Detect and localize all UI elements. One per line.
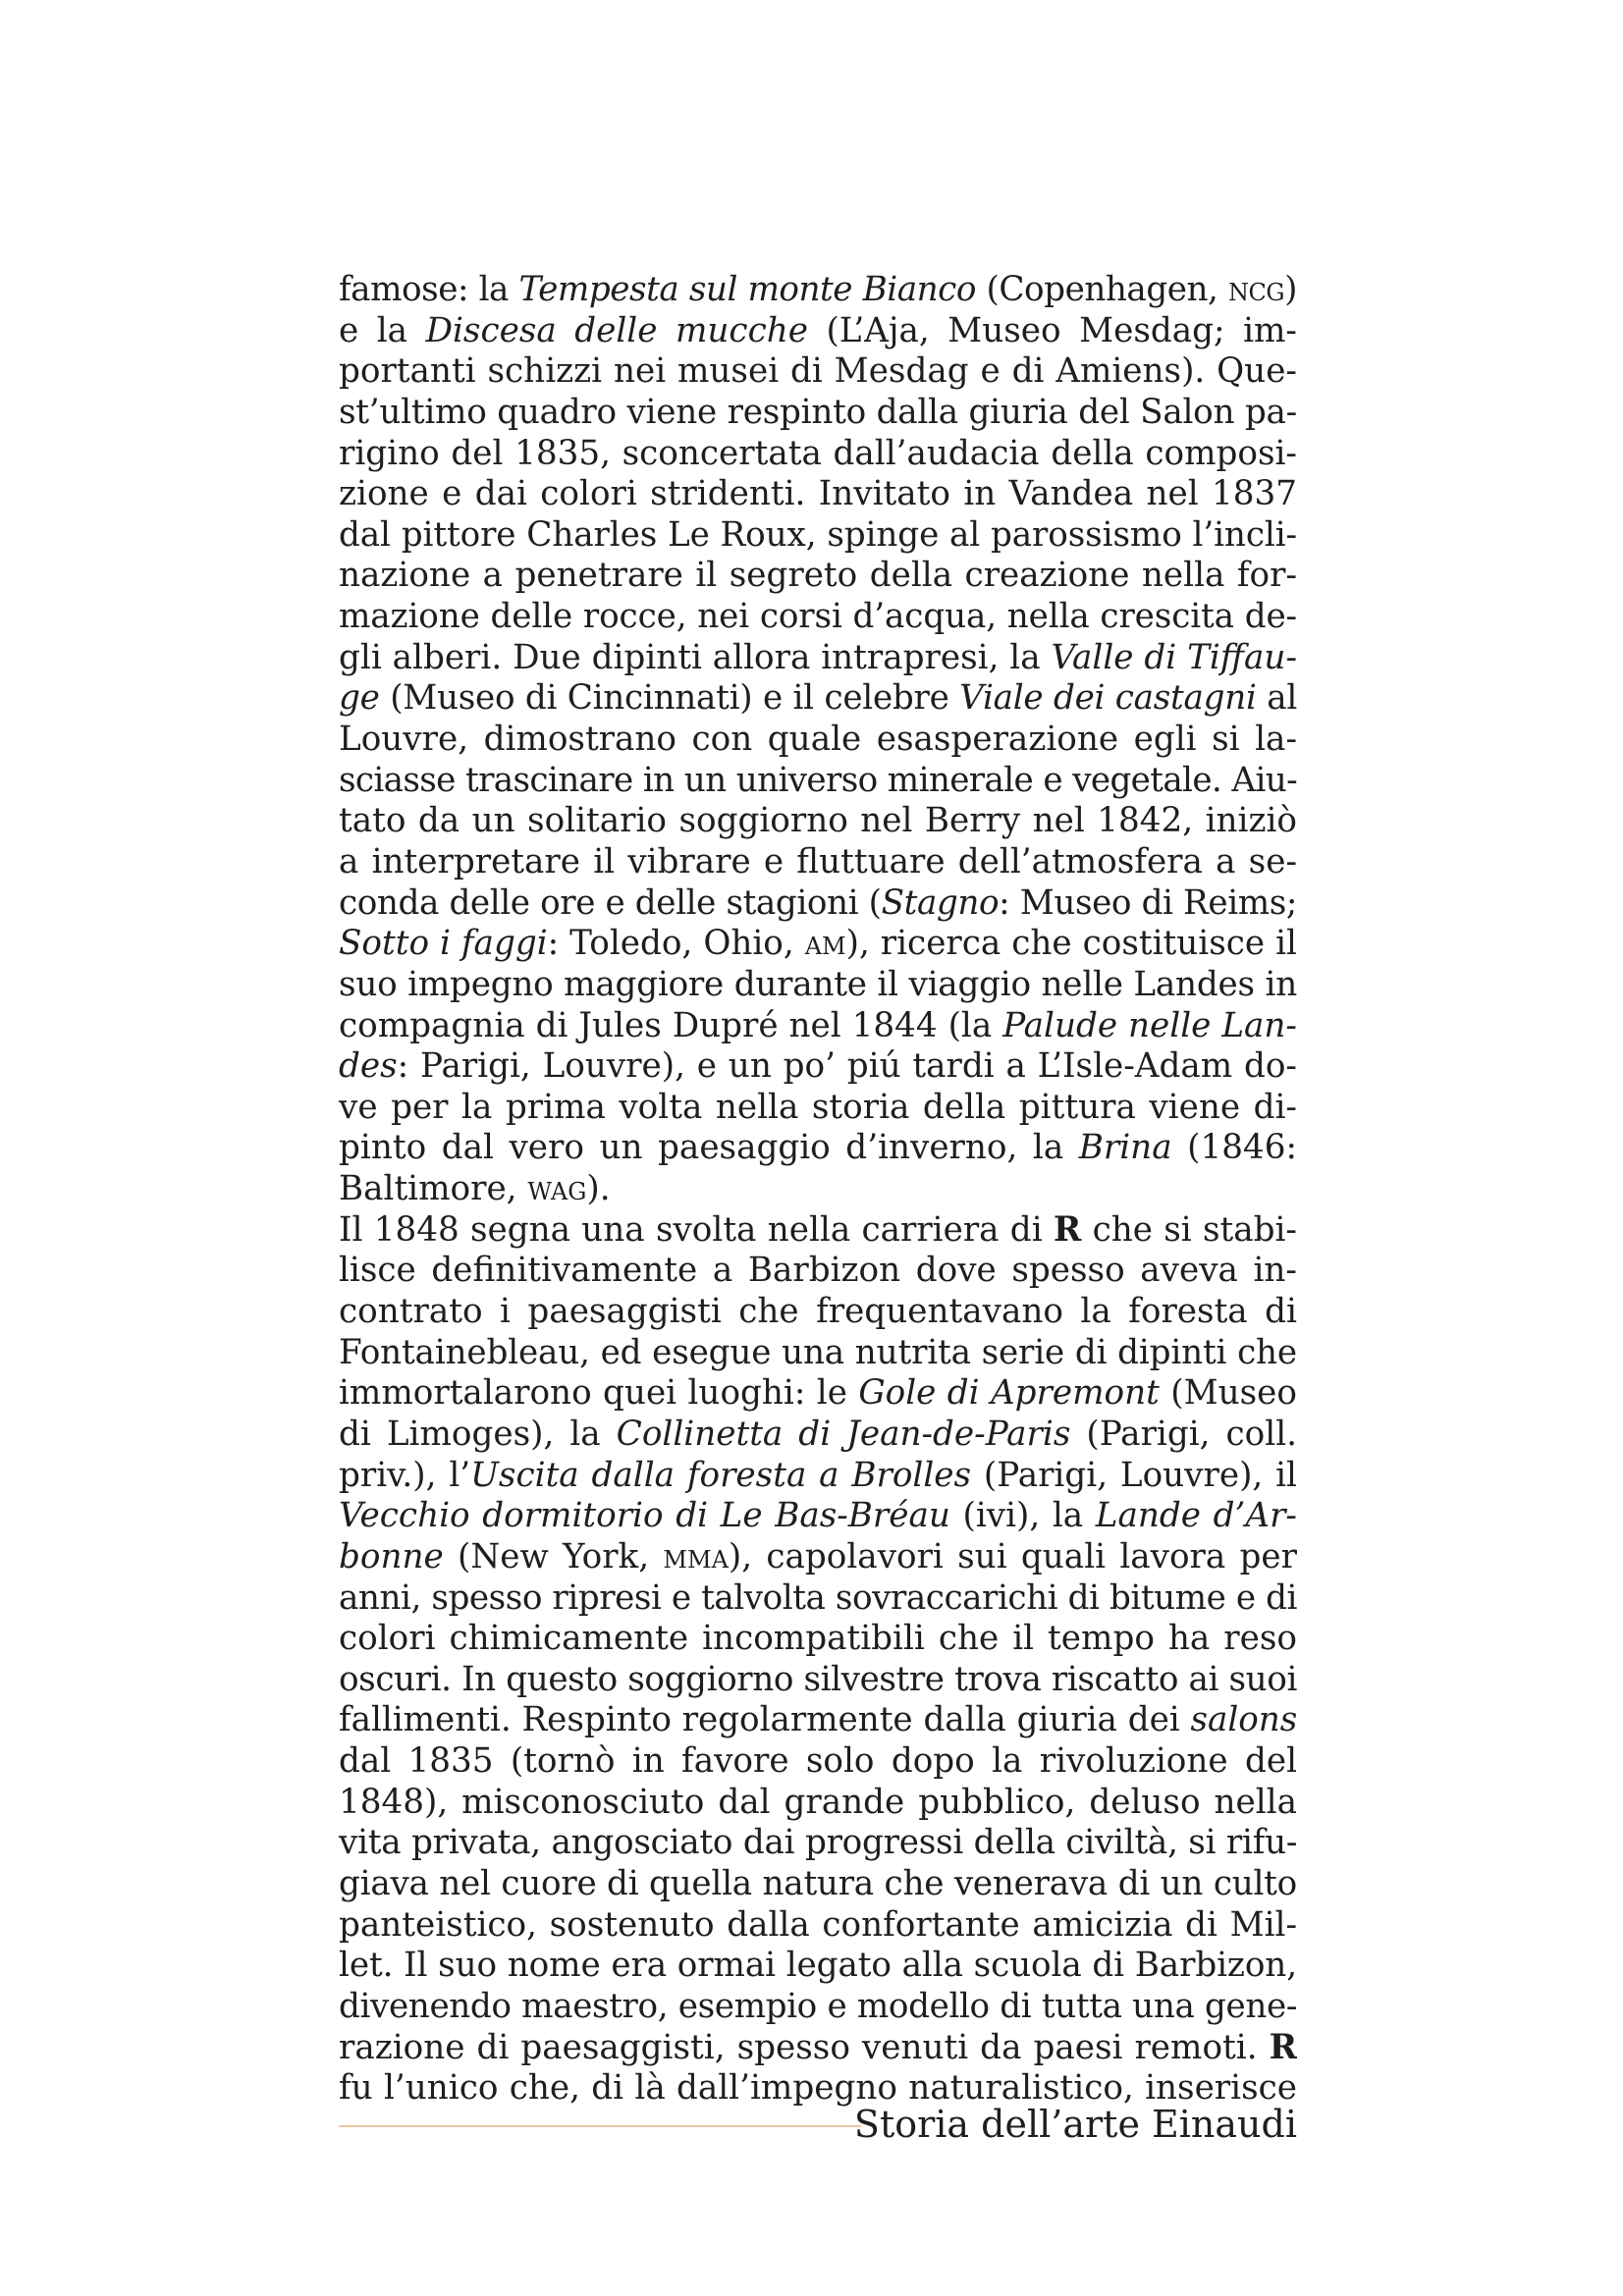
text-run: Fontainebleau, ed esegue una nutrita serie di dipinti che (339, 1332, 1297, 1372)
text-run: Collinetta di Jean-de-Paris (616, 1414, 1071, 1454)
text-line (339, 1210, 1297, 1252)
text-run: pinto dal vero un paesaggio d’inverno, la (339, 1128, 1079, 1168)
text-run: Brina (1078, 1128, 1172, 1168)
text-line (339, 1456, 1297, 1497)
text-run: bonne (339, 1536, 444, 1576)
text-run: anni, spesso ripresi e talvolta sovraccarichi di bitume e di (339, 1577, 1297, 1618)
text-line (339, 720, 1297, 761)
text-run: ncg (1228, 270, 1285, 309)
text-line (339, 393, 1297, 434)
text-run: mma (663, 1536, 729, 1576)
text-line (339, 638, 1297, 679)
text-run: (Parigi, Louvre), il (971, 1455, 1297, 1495)
text-run: fallimenti. Respinto regolarmente dalla giuria dei (339, 1700, 1191, 1740)
text-line (339, 1864, 1297, 1905)
text-line (339, 434, 1297, 475)
text-run: tato da un solitario soggiorno nel Berry nel 1842, iniziò (339, 801, 1297, 841)
text-line (339, 1823, 1297, 1864)
text-line (339, 1619, 1297, 1660)
text-run: ), ricerca che costituisce il (845, 924, 1297, 964)
text-line (339, 2028, 1297, 2069)
text-line (339, 1006, 1297, 1047)
text-line (339, 351, 1297, 393)
text-line (339, 515, 1297, 557)
text-line (339, 1169, 1297, 1210)
text-run: (ivi), la (949, 1496, 1096, 1536)
text-run: des (339, 1046, 398, 1087)
text-line (339, 1741, 1297, 1783)
text-run: ), capolavori sui quali lavora per (728, 1536, 1297, 1576)
text-run: ). (586, 1169, 611, 1209)
text-line (339, 801, 1297, 842)
text-run: ve per la prima volta nella storia della pittura viene di- (339, 1087, 1297, 1127)
text-run: contrato i paesaggisti che frequentavano la foresta di (339, 1292, 1297, 1332)
text-run: panteistico, sostenuto dalla confortante amicizia di Mil- (339, 1904, 1297, 1945)
text-run: dal pittore Charles Le Roux, spinge al parossismo l’incli- (339, 514, 1297, 555)
text-run: nazione a penetrare il segreto della creazione nella for- (339, 556, 1297, 596)
text-run: razione di paesaggisti, spesso venuti da paesi remoti. (339, 2027, 1270, 2067)
text-line (339, 1700, 1297, 1741)
text-run: 1848), misconosciuto dal grande pubblico, deluso nella (339, 1782, 1297, 1822)
text-run: ) (1284, 270, 1297, 309)
text-run: gli alberi. Due dipinti allora intrapresi, la (339, 637, 1052, 677)
text-line (339, 924, 1297, 965)
text-run: suo impegno maggiore durante il viaggio nelle Landes in (339, 964, 1297, 1004)
text-run: lisce definitivamente a Barbizon dove spesso aveva in- (339, 1251, 1297, 1291)
text-line (339, 556, 1297, 597)
text-line (339, 597, 1297, 638)
text-run: zione e dai colori stridenti. Invitato in Vandea nel 1837 (339, 474, 1297, 514)
text-line (339, 761, 1297, 802)
text-line (339, 1987, 1297, 2028)
text-run: rigino del 1835, sconcertata dall’audacia della composi- (339, 433, 1297, 473)
text-line (339, 1128, 1297, 1169)
text-line (339, 1905, 1297, 1947)
text-run: priv.), l’ (339, 1455, 471, 1495)
text-run: Uscita dalla foresta a Brolles (470, 1455, 972, 1495)
text-line (339, 311, 1297, 352)
text-line (339, 678, 1297, 720)
text-run: : Toledo, Ohio, (547, 924, 805, 964)
text-run: compagnia di Jules Dupré nel 1844 (la (339, 1005, 1003, 1045)
text-run: (L’Aja, Museo Mesdag; im- (807, 310, 1297, 350)
text-run: divenendo maestro, esempio e modello di tutta una gene- (339, 1986, 1297, 2026)
text-run: e la (339, 310, 426, 350)
text-line (339, 1660, 1297, 1701)
text-run: Vecchio dormitorio di Le Bas-Bréau (339, 1496, 950, 1536)
footer-title: Storia dell’arte Einaudi (853, 2103, 1297, 2146)
text-line (339, 1292, 1297, 1333)
text-line (339, 1578, 1297, 1620)
text-run: Lande d’Ar- (1095, 1496, 1297, 1536)
text-run: immortalarono quei luoghi: le (339, 1373, 859, 1414)
text-run: Viale dei castagni (959, 678, 1257, 719)
text-run: giava nel cuore di quella natura che venerava di un culto (339, 1863, 1297, 1903)
text-run: Baltimore, (339, 1169, 528, 1209)
text-run: R (1269, 2027, 1297, 2067)
text-run: a interpretare il vibrare e fluttuare dell’atmosfera a se- (339, 841, 1297, 881)
text-run: Stagno (881, 882, 1000, 923)
text-line (339, 1537, 1297, 1578)
text-run: Palude nelle Lan- (1002, 1005, 1297, 1045)
text-run: dal 1835 (tornò in favore solo dopo la rivoluzione del (339, 1741, 1297, 1782)
text-run: (Museo di Cincinnati) e il celebre (379, 678, 960, 719)
text-run: Il 1848 segna una svolta nella carriera di (339, 1209, 1054, 1250)
text-line (339, 1415, 1297, 1456)
text-run: Valle di Tiffau- (1051, 637, 1297, 677)
text-run: mazione delle rocce, nei corsi d’acqua, nella crescita de- (339, 597, 1297, 637)
body-text (339, 270, 1297, 2109)
text-run: (Parigi, coll. (1070, 1414, 1297, 1454)
text-line (339, 1251, 1297, 1292)
text-run: portanti schizzi nei musei di Mesdag e di Amiens). Que- (339, 351, 1297, 392)
text-run: conda delle ore e delle stagioni ( (339, 882, 882, 923)
text-run: wag (527, 1169, 587, 1209)
text-run: : Parigi, Louvre), e un po’ piú tardi a L’Isle-Adam do- (397, 1046, 1297, 1087)
text-run: salons (1190, 1700, 1297, 1740)
text-line (339, 1783, 1297, 1824)
text-line (339, 842, 1297, 883)
text-line (339, 1088, 1297, 1129)
text-run: R (1053, 1209, 1082, 1250)
text-run: colori chimicamente incompatibili che il tempo ha reso (339, 1619, 1297, 1659)
text-run: st’ultimo quadro viene respinto dalla giuria del Salon pa- (339, 392, 1297, 432)
text-line (339, 883, 1297, 925)
text-run: di Limoges), la (339, 1414, 617, 1454)
text-run: Louvre, dimostrano con quale esasperazione egli si la- (339, 720, 1297, 760)
text-run: fu l’unico che, di là dall’impegno naturalistico, inserisce (339, 2068, 1297, 2109)
text-run: vita privata, angosciato dai progressi della civiltà, si rifu- (339, 1823, 1297, 1863)
text-run: (Copenhagen, (975, 270, 1228, 309)
text-run: sciasse trascinare in un universo minerale e vegetale. Aiu- (339, 760, 1297, 800)
text-line (339, 1946, 1297, 1987)
text-run: Sotto i faggi (339, 924, 548, 964)
text-run: am (804, 924, 846, 964)
text-line (339, 1046, 1297, 1088)
text-run: al (1256, 678, 1297, 719)
text-run: oscuri. In questo soggiorno silvestre trova riscatto ai suoi (339, 1659, 1297, 1699)
text-line (339, 474, 1297, 515)
text-run: let. Il suo nome era ormai legato alla scuola di Barbizon, (339, 1946, 1297, 1986)
text-line (339, 1333, 1297, 1374)
text-run: che si stabi- (1081, 1209, 1297, 1250)
text-run: (Museo (1159, 1373, 1297, 1414)
text-run: (1846: (1171, 1128, 1297, 1168)
text-run: Tempesta sul monte Bianco (518, 270, 976, 309)
text-run: Gole di Apremont (858, 1373, 1160, 1414)
page-footer (339, 2103, 1297, 2162)
text-line (339, 965, 1297, 1006)
text-run: ge (339, 678, 380, 719)
text-run: (New York, (443, 1536, 664, 1576)
text-line (339, 1373, 1297, 1415)
footer-rule (339, 2125, 861, 2127)
text-line (339, 270, 1297, 311)
text-line (339, 1496, 1297, 1537)
text-run: famose: la (339, 270, 519, 309)
text-run: : Museo di Reims; (999, 882, 1297, 923)
text-run: Discesa delle mucche (425, 310, 808, 350)
